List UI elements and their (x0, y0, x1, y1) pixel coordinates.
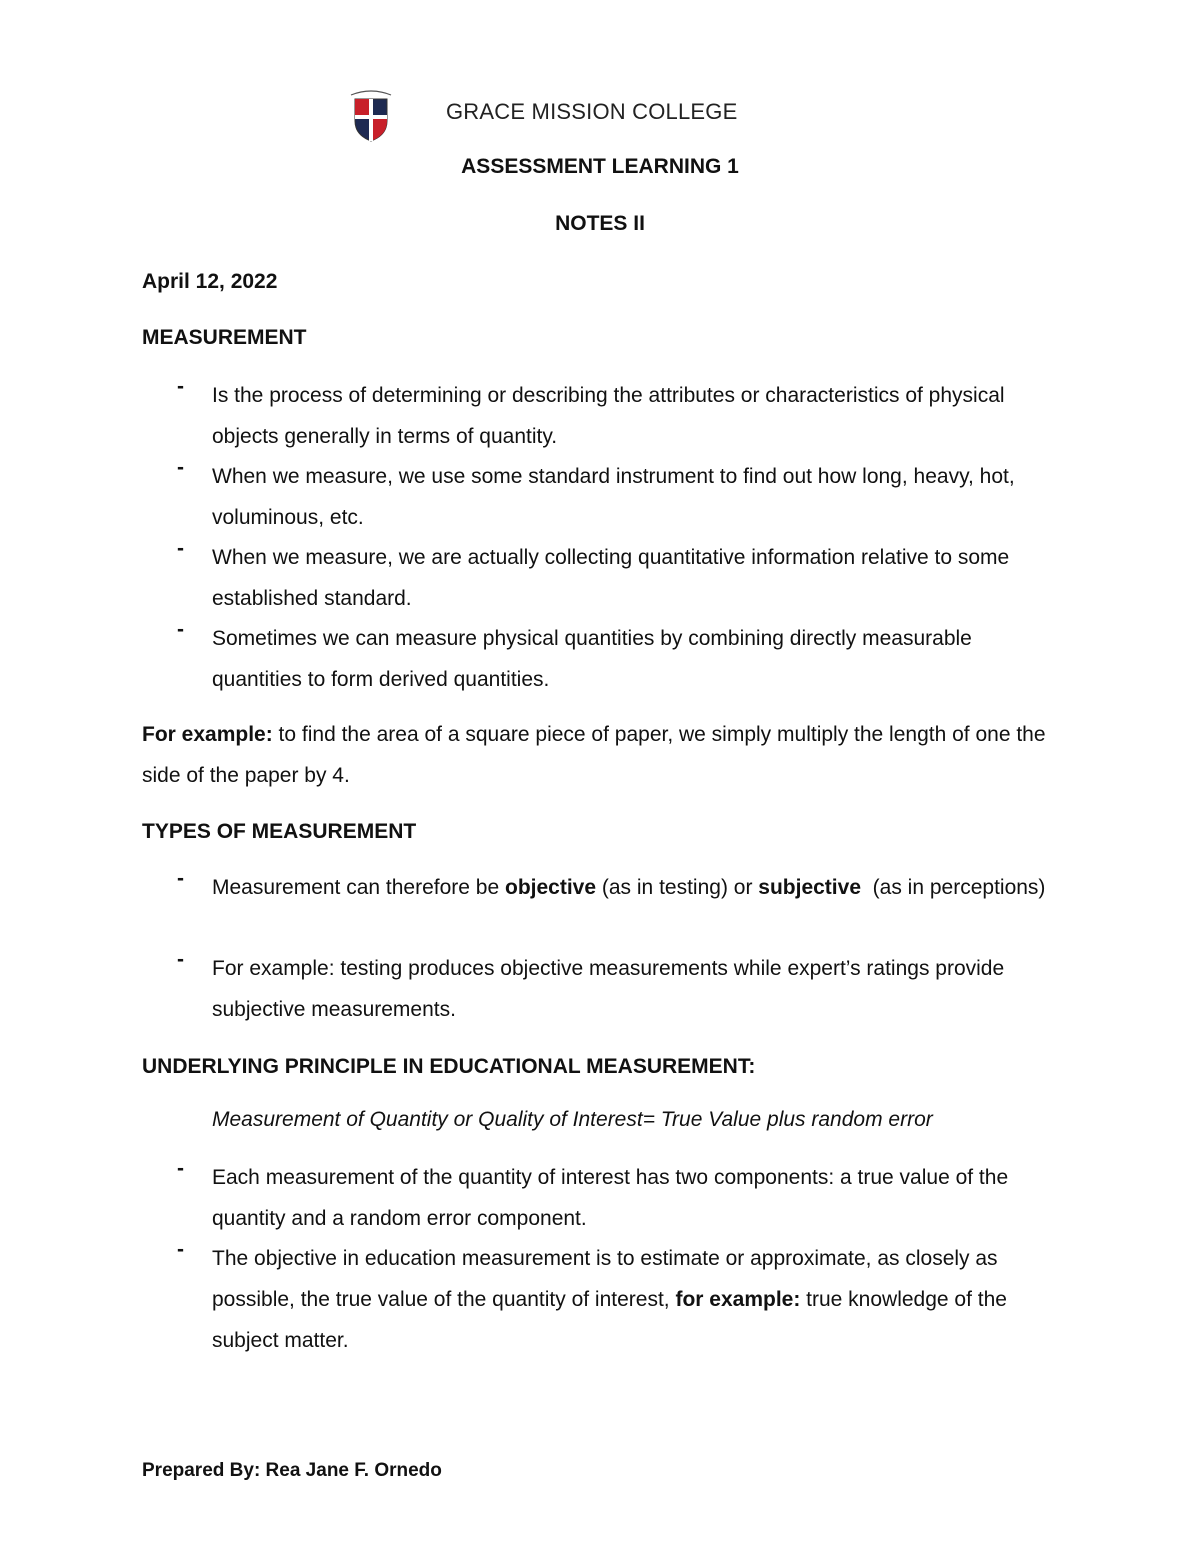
bullet-dash: - (177, 456, 184, 479)
bullet-dash: - (177, 867, 184, 890)
bullet-dash: - (177, 537, 184, 560)
document-date: April 12, 2022 (142, 270, 278, 293)
document-page: GRACE MISSION COLLEGE ASSESSMENT LEARNING 1 NOTES II April 12, 2022 MEASUREMENT - Is the process of determining or describing the attributes or characteristics of physical objects generally in terms of quantity. - When we measure, we use some standard instrument to find out how long, heavy, hot, voluminous, etc. - When we measure, we are actually collecting quantitative information relative to some established standard. - Sometimes we can measure physical quantities by combining directly measurable quantities to form derived quantities. For example: to find the area of a square piece of paper, we simply multiply the length of one the side of the paper by 4. TYPES OF MEASUREMENT - Measurement can therefore be objective (as in testing) or subjective (as in perceptions) - For example: testing produces objective measurements while expert’s ratings provide subjective measurements. UNDERLYING PRINCIPLE IN EDUCATIONAL MEASUREMENT: Measurement of Quantity or Quality of Interest= True Value plus random error - Each measurement of the quantity of interest has two components: a true value of the quantity and a random error component. - The objective in education measurement is to estimate or approximate, as closely as possible, the true value of the quantity of interest, for example: true knowledge of the subject matter. Prepared By: Rea Jane F. Ornedo (0, 0, 1200, 1553)
college-name: GRACE MISSION COLLEGE (446, 99, 738, 124)
bullet-dash: - (177, 375, 184, 398)
document-title: ASSESSMENT LEARNING 1 (461, 155, 739, 178)
bullet-dash: - (177, 1238, 184, 1261)
bullet-dash: - (177, 618, 184, 641)
document-subtitle: NOTES II (555, 212, 645, 235)
bullet-dash: - (177, 948, 184, 971)
prepared-by: Prepared By: Rea Jane F. Ornedo (142, 1460, 442, 1481)
example-paragraph: For example: to find the area of a square piece of paper, we simply multiply the length of one the side of the paper by 4. (142, 723, 1046, 787)
section-heading-principle: UNDERLYING PRINCIPLE IN EDUCATIONAL MEASUREMENT: (142, 1055, 756, 1078)
bullet-dash: - (177, 1157, 184, 1180)
school-crest-icon (345, 85, 397, 145)
principle-formula: Measurement of Quantity or Quality of Interest= True Value plus random error (212, 1108, 933, 1131)
section-heading-measurement: MEASUREMENT (142, 326, 307, 349)
section-heading-types: TYPES OF MEASUREMENT (142, 820, 417, 843)
